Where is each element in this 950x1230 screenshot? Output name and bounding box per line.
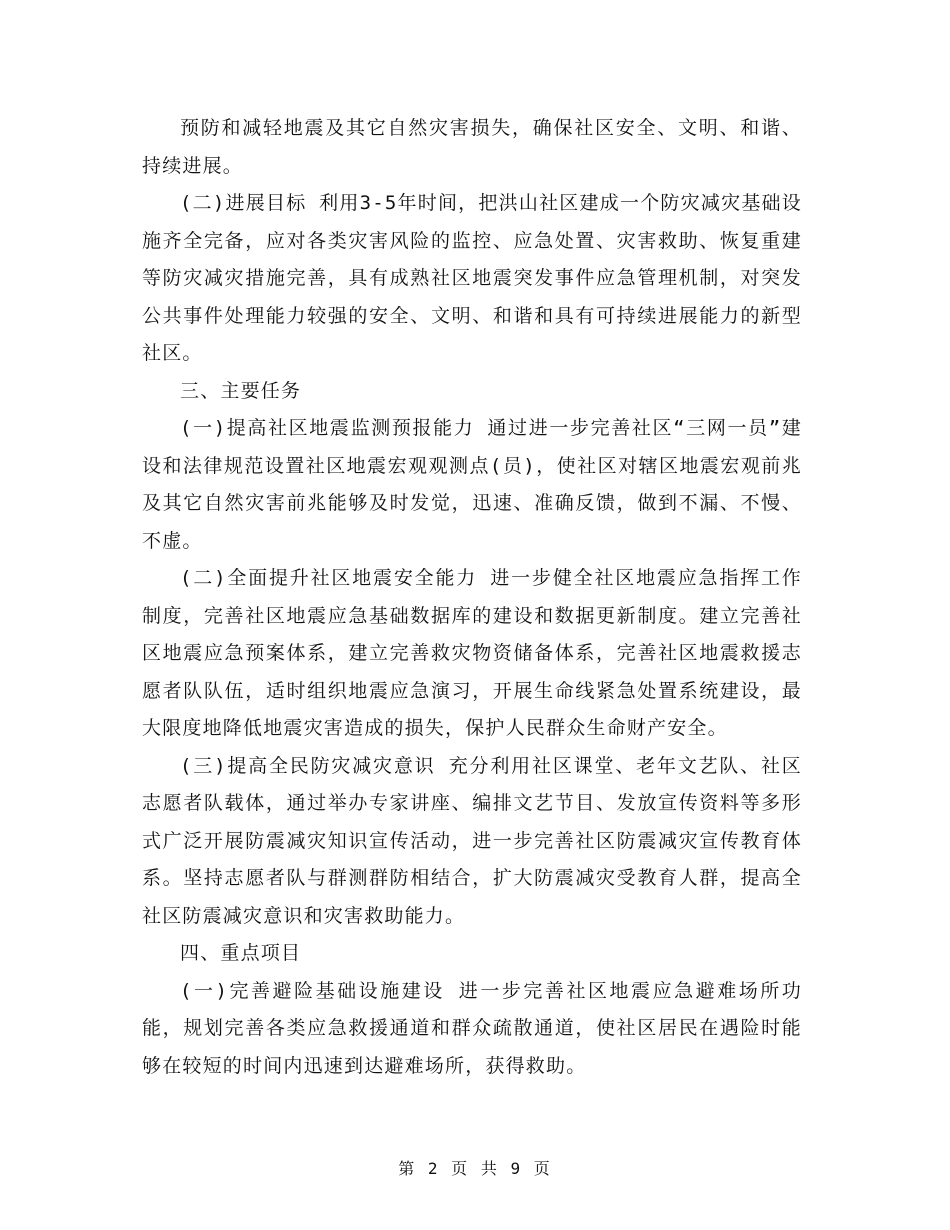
section-heading-key-projects: 四、重点项目 xyxy=(180,942,302,964)
paragraph-shelter-infrastructure: (一)完善避险基础设施建设 进一步完善社区地震应急避难场所功能，规划完善各类应急救援通道和群众疏散通道，使社区居民在遇险时能够在较短的时间内迅速到达避难场所，获得救助。 xyxy=(142,979,802,1077)
page-number-footer: 第 2 页 共 9 页 xyxy=(398,1159,552,1178)
paragraph-awareness: (三)提高全民防灾减灾意识 充分利用社区课堂、老年文艺队、社区志愿者队载体，通过举办专家讲座、编排文艺节目、发放宣传资料等多形式广泛开展防震减灾知识宣传活动，进一步完善社区防震减灾宣传教育体系。坚持志愿者队与群测群防相结合，扩大防震减灾受教育人群，提高全社区防震减灾意识和灾害救助能力。 xyxy=(142,754,802,927)
paragraph-development-target: (二)进展目标 利用3-5年时间，把洪山社区建成一个防灾减灾基础设施齐全完备，应对各类灾害风险的监控、应急处置、灾害救助、恢复重建等防灾减灾措施完善，具有成熟社区地震突发事件应急管理机制，对突发公共事件处理能力较强的安全、文明、和谐和具有可持续进展能力的新型社区。 xyxy=(142,192,802,364)
section-heading-main-tasks: 三、主要任务 xyxy=(180,379,302,402)
paragraph-monitoring-capability: (一)提高社区地震监测预报能力 通过进一步完善社区“三网一员”建设和法律规范设置社区地震宏观观测点(员)，使社区对辖区地震宏观前兆及其它自然灾害前兆能够及时发觉，迅速、准确反馈，做到不漏、不慢、不虚。 xyxy=(142,417,802,552)
paragraph-safety-capability: (二)全面提升社区地震安全能力 进一步健全社区地震应急指挥工作制度，完善社区地震应急基础数据库的建设和数据更新制度。建立完善社区地震应急预案体系，建立完善救灾物资储备体系，完善社区地震救援志愿者队队伍，适时组织地震应急演习，开展生命线紧急处置系统建设，最大限度地降低地震灾害造成的损失，保护人民群众生命财产安全。 xyxy=(142,567,802,739)
document-body xyxy=(142,110,802,1085)
paragraph-goal-continuation: 预防和减轻地震及其它自然灾害损失，确保社区安全、文明、和谐、持续进展。 xyxy=(142,117,802,177)
